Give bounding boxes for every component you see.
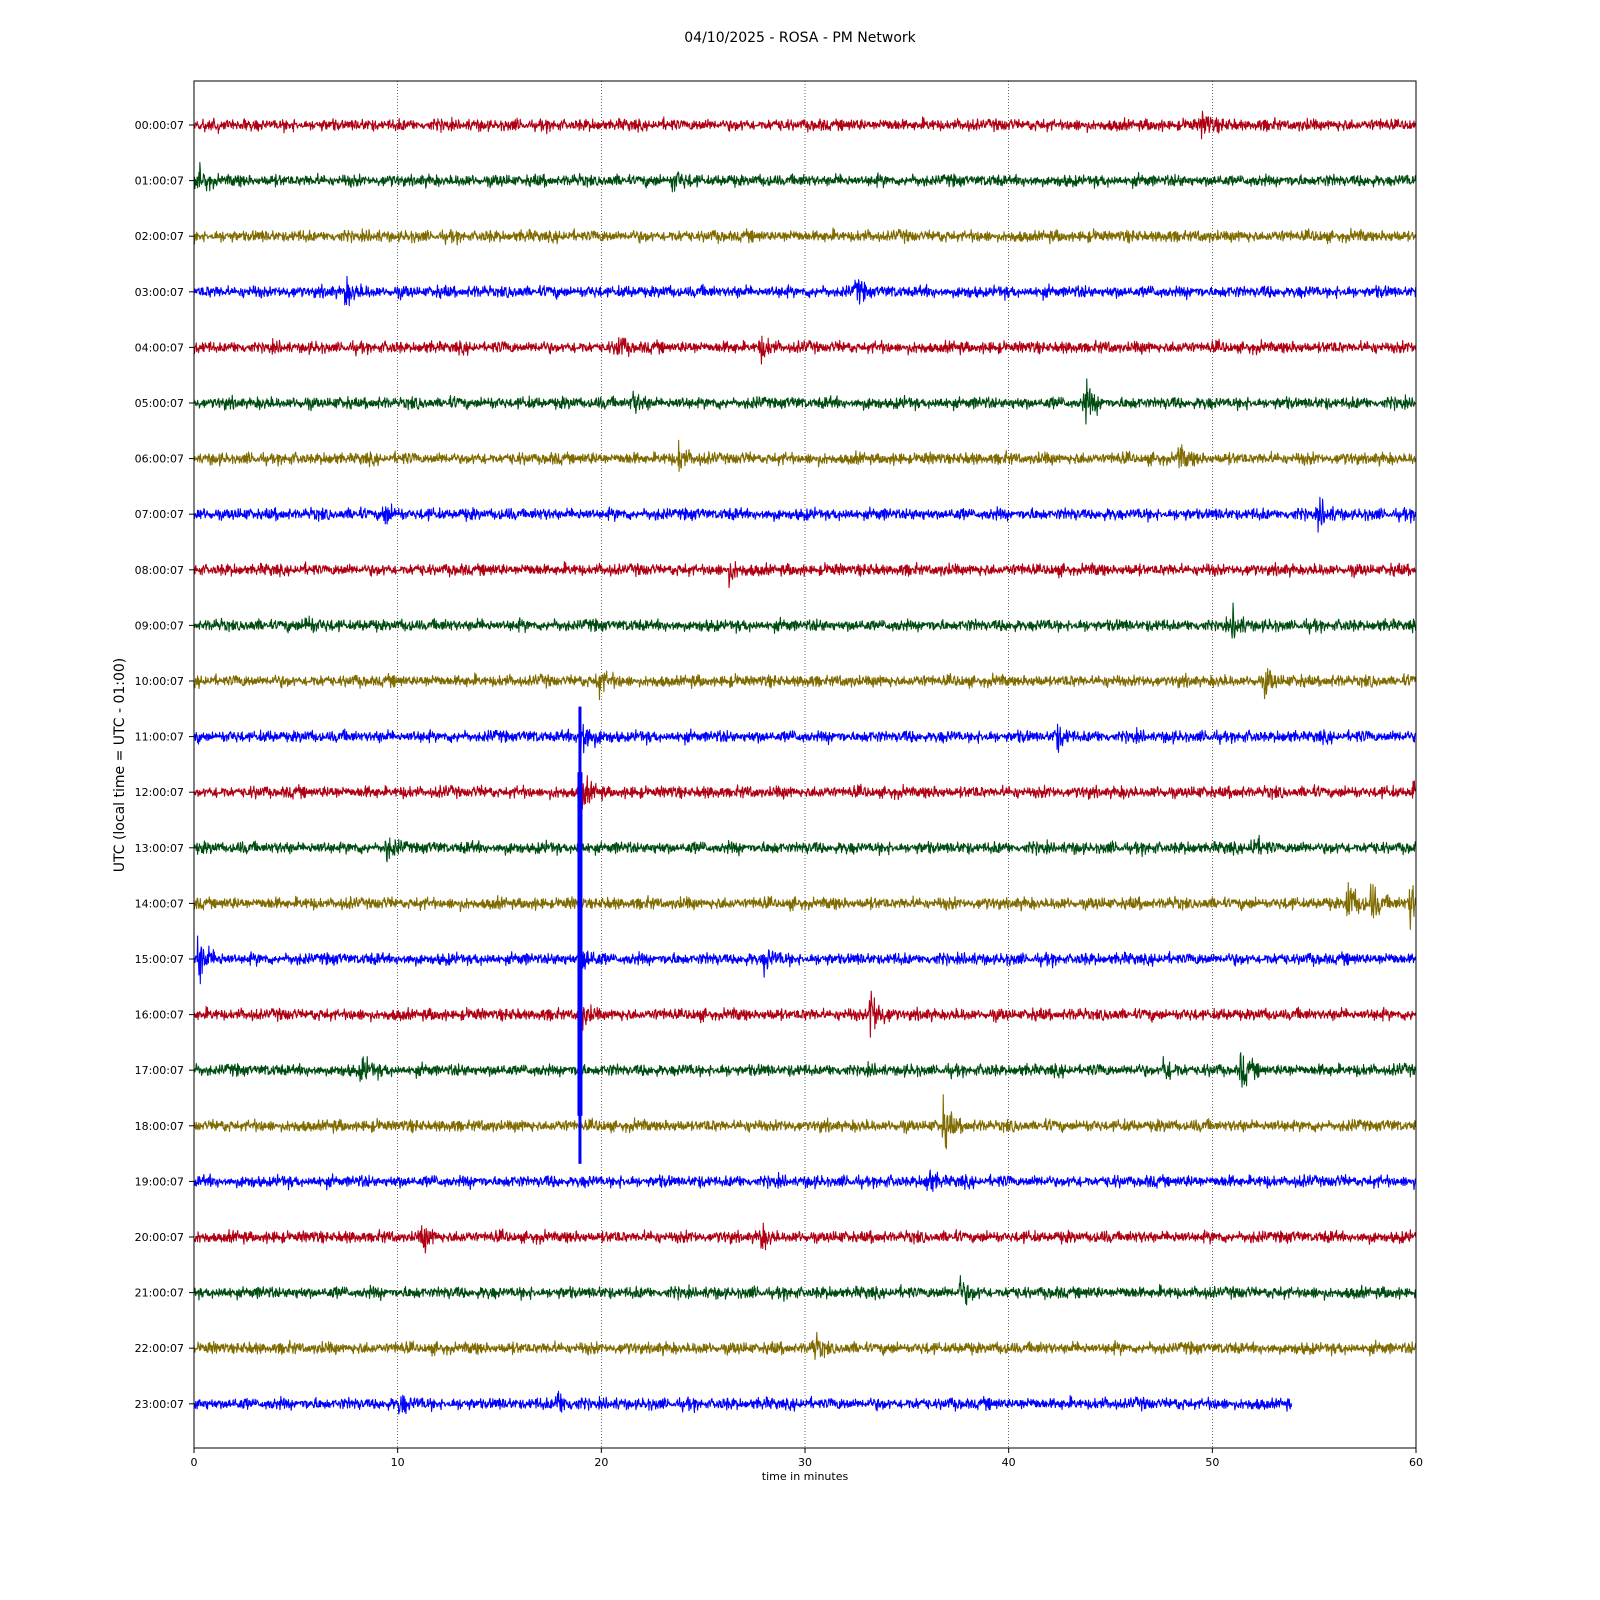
y-tick-label: 22:00:07 [134, 1342, 184, 1356]
y-tick-label: 15:00:07 [134, 953, 184, 966]
y-tick-label: 11:00:07 [134, 730, 184, 744]
x-tick-label: 20 [594, 1456, 609, 1469]
x-tick-label: 10 [390, 1456, 405, 1469]
x-axis-label: time in minutes [761, 1470, 849, 1483]
y-tick-label: 07:00:07 [134, 508, 184, 522]
y-tick-label: 08:00:07 [134, 563, 184, 577]
y-tick-label: 13:00:07 [134, 841, 184, 855]
y-tick-label: 09:00:07 [134, 619, 184, 633]
y-tick-label: 14:00:07 [134, 897, 184, 911]
y-tick-label: 19:00:07 [134, 1175, 184, 1189]
y-tick-label: 00:00:07 [134, 119, 184, 132]
y-tick-label: 21:00:07 [134, 1286, 184, 1300]
x-tick-label: 40 [1001, 1456, 1016, 1469]
y-tick-label: 18:00:07 [134, 1119, 184, 1133]
y-tick-label: 06:00:07 [134, 452, 184, 466]
y-tick-label: 12:00:07 [134, 786, 184, 800]
x-tick-label: 60 [1409, 1456, 1423, 1469]
x-tick-label: 30 [798, 1456, 812, 1469]
y-tick-label: 20:00:07 [134, 1231, 184, 1244]
y-tick-label: 04:00:07 [134, 341, 184, 355]
event-spike-core [577, 772, 582, 1116]
event-layer [577, 707, 582, 1164]
y-tick-label: 02:00:07 [134, 230, 184, 244]
y-tick-label: 23:00:07 [134, 1397, 184, 1411]
y-tick-label: 16:00:07 [134, 1008, 184, 1022]
y-axis-label: UTC (local time = UTC - 01:00) [112, 657, 128, 873]
x-tick-label: 0 [190, 1456, 198, 1469]
y-tick-label: 03:00:07 [134, 285, 184, 299]
y-tick-label: 10:00:07 [134, 675, 184, 688]
y-tick-label: 01:00:07 [134, 174, 184, 188]
x-tick-label: 50 [1205, 1456, 1220, 1469]
y-tick-label: 17:00:07 [134, 1064, 184, 1078]
y-tick-label: 05:00:07 [134, 397, 184, 410]
chart-title: 04/10/2025 - ROSA - PM Network [684, 30, 916, 46]
